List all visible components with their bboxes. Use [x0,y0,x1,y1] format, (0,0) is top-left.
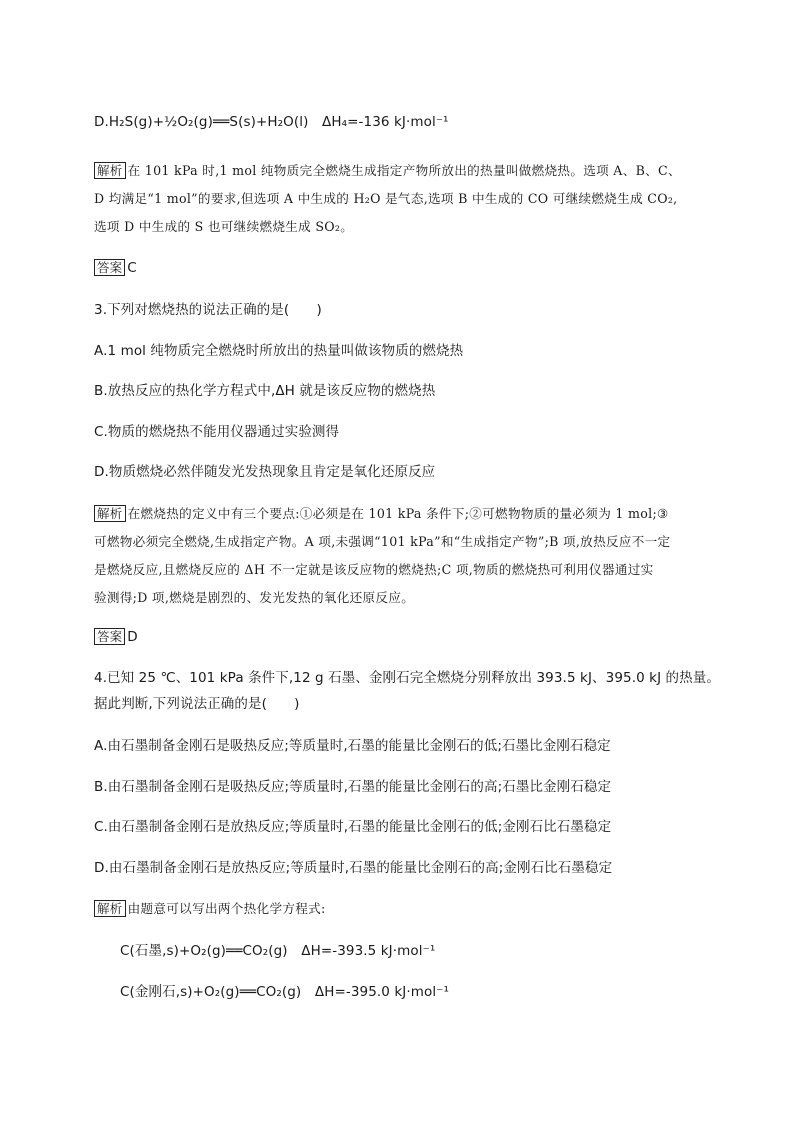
q3-explanation-text-4: 验测得;D 项,燃烧是剧烈的、发光发热的氧化还原反应。 [94,590,415,605]
answer-label: 答案 [94,259,125,276]
q3-option-b [94,382,435,400]
q3-option-d [94,463,435,481]
q3-answer [94,628,138,646]
q3-explanation-text-3: 是燃烧反应,且燃烧反应的 ΔH 不一定就是该反应物的燃烧热;C 项,物质的燃烧热可利用仪器通过实 [94,562,654,577]
q3-option-c-text: C.物质的燃烧热不能用仪器通过实验测得 [94,424,340,440]
q4-stem-line-1 [94,669,720,687]
q3-explanation-line-1 [94,505,669,523]
q4-explanation-intro [94,900,326,918]
q2-answer [94,259,137,277]
q4-equation-diamond [120,983,449,1001]
q2-explanation-line-1 [94,162,681,180]
answer-label: 答案 [94,628,125,645]
q4-option-d [94,859,612,877]
q2-explanation-text-2: D 均满足“1 mol”的要求,但选项 A 中生成的 H₂O 是气态,选项 B 中生成的 CO 可继续燃烧生成 CO₂, [94,191,678,206]
q4-equation-graphite-text: C(石墨,s)+O₂(g)══CO₂(g) ΔH=-393.5 kJ·mol⁻¹ [120,943,436,959]
q2-explanation-text-1: 在 101 kPa 时,1 mol 纯物质完全燃烧生成指定产物所放出的热量叫做燃烧热。选项 A、B、C、 [127,163,681,178]
q3-option-d-text: D.物质燃烧必然伴随发光发热现象且肯定是氧化还原反应 [94,464,436,480]
q3-explanation-line-2 [94,533,670,551]
q4-option-d-text: D.由石墨制备金刚石是放热反应;等质量时,石墨的能量比金刚石的高;金刚石比石墨稳定 [94,860,613,876]
prev-option-d-text: D.H₂S(g)+½O₂(g)══S(s)+H₂O(l) ΔH₄=-136 kJ·mol⁻¹ [94,114,449,130]
q3-option-c [94,423,339,441]
q3-option-a [94,342,463,360]
q3-stem-text: 3.下列对燃烧热的说法正确的是( ) [94,302,322,318]
q3-explanation-line-3 [94,561,654,579]
q4-option-a-text: A.由石墨制备金刚石是吸热反应;等质量时,石墨的能量比金刚石的低;石墨比金刚石稳定 [94,738,611,754]
q4-equation-diamond-text: C(金刚石,s)+O₂(g)══CO₂(g) ΔH=-395.0 kJ·mol⁻¹ [120,984,449,1000]
q4-explanation-intro-text: 由题意可以写出两个热化学方程式: [127,901,326,916]
q3-option-a-text: A.1 mol 纯物质完全燃烧时所放出的热量叫做该物质的燃烧热 [94,343,464,359]
q4-option-b [94,778,611,796]
q4-equation-graphite [120,942,435,960]
q3-explanation-text-2: 可燃物必须完全燃烧,生成指定产物。A 项,未强调“101 kPa”和“生成指定产物”;B 项,放热反应不一定 [94,534,671,549]
q3-answer-value: D [127,629,138,645]
explanation-label: 解析 [94,900,126,917]
prev-option-d [94,113,449,131]
q4-option-a [94,737,611,755]
q4-stem-text-1: 4.已知 25 ℃、101 kPa 条件下,12 g 石墨、金刚石完全燃烧分别释放出 393.5 kJ、395.0 kJ 的热量。 [94,670,720,686]
q4-stem-text-2: 据此判断,下列说法正确的是( ) [94,696,300,712]
q2-explanation-text-3: 选项 D 中生成的 S 也可继续燃烧生成 SO₂。 [94,219,354,234]
q2-answer-value: C [127,260,137,276]
q2-explanation-line-2 [94,190,677,208]
q3-explanation-text-1: 在燃烧热的定义中有三个要点:①必须是在 101 kPa 条件下;②可燃物物质的量必须为 1 mol;③ [127,506,669,521]
q4-stem-line-2 [94,695,300,713]
q4-option-c-text: C.由石墨制备金刚石是放热反应;等质量时,石墨的能量比金刚石的低;金刚石比石墨稳定 [94,819,612,835]
q4-option-c [94,818,611,836]
q4-option-b-text: B.由石墨制备金刚石是吸热反应;等质量时,石墨的能量比金刚石的高;石墨比金刚石稳定 [94,779,612,795]
q3-stem [94,301,322,319]
q3-explanation-line-4 [94,589,414,607]
q2-explanation-line-3 [94,218,353,236]
q3-option-b-text: B.放热反应的热化学方程式中,ΔH 就是该反应物的燃烧热 [94,383,436,399]
explanation-label: 解析 [94,505,126,522]
explanation-label: 解析 [94,162,126,179]
